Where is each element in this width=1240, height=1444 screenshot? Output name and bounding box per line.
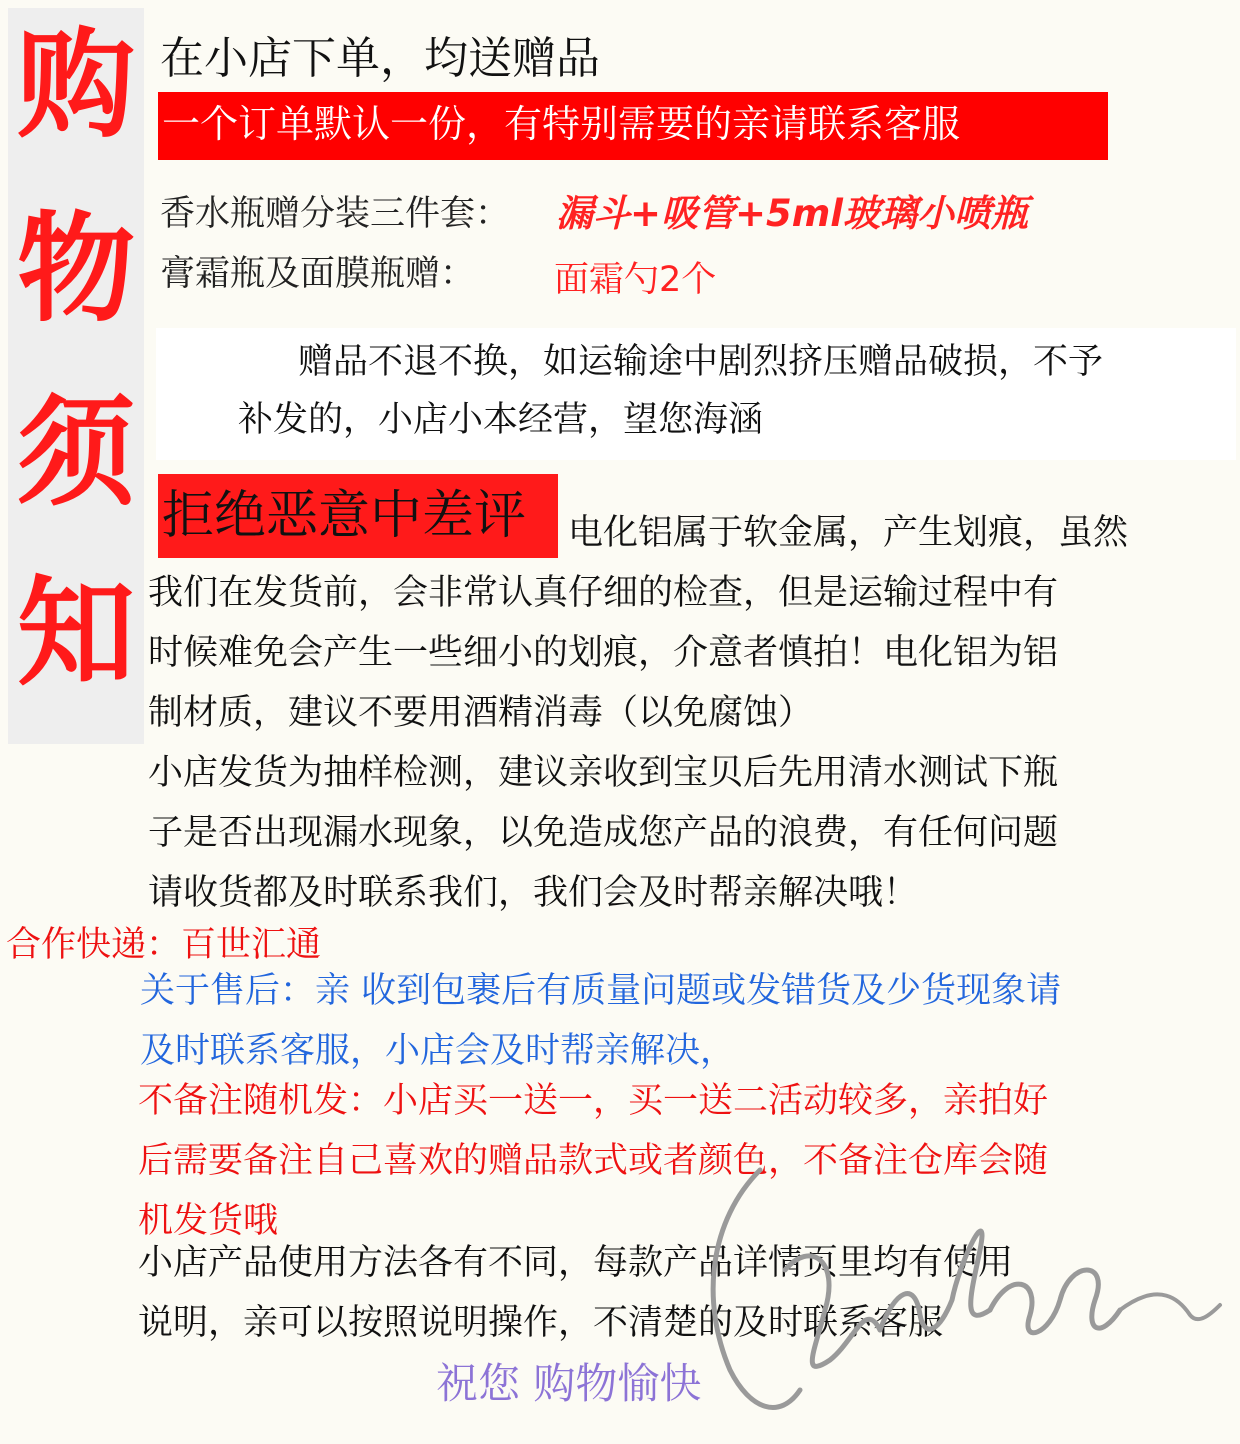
after-sales-line-1: 关于售后：亲 收到包裹后有质量问题或发错货及少货现象请: [140, 971, 1062, 1011]
side-title-char-1: 购: [16, 16, 135, 154]
perfume-gift-label: 香水瓶赠分装三件套：: [160, 194, 511, 234]
courier-info: 合作快递：百世汇通: [6, 925, 322, 965]
random-ship-line-3: 机发货哦: [138, 1201, 279, 1241]
reject-label: 拒绝恶意中差评: [162, 486, 527, 546]
aluminum-line-3: 时候难免会产生一些细小的划痕，介意者慎拍！电化铝为铝: [148, 633, 1059, 673]
gift-policy-notice: [156, 328, 1236, 460]
random-ship-line-2: 后需要备注自己喜欢的赠品款式或者颜色，不备注仓库会随: [138, 1141, 1049, 1181]
aluminum-line-2: 我们在发货前，会非常认真仔细的检查，但是运输过程中有: [148, 573, 1059, 613]
closing-greeting: 祝您 购物愉快: [436, 1359, 702, 1408]
banner-text: 一个订单默认一份，有特别需要的亲请联系客服: [162, 102, 961, 146]
cream-gift-label: 膏霜瓶及面膜瓶赠：: [160, 254, 476, 294]
perfume-gift-value: 漏斗+吸管+5ml玻璃小喷瓶: [556, 192, 1028, 235]
testing-line-1: 小店发货为抽样检测，建议亲收到宝贝后先用清水测试下瓶: [148, 753, 1059, 793]
testing-line-2: 子是否出现漏水现象，以免造成您产品的浪费，有任何问题: [148, 813, 1059, 853]
side-title-char-2: 物: [16, 200, 135, 338]
usage-line-2: 说明，亲可以按照说明操作，不清楚的及时联系客服: [138, 1303, 944, 1343]
side-title-char-3: 须: [16, 384, 135, 522]
notice-line-2: 补发的，小店小本经营，望您海涵: [238, 400, 764, 440]
aluminum-line-4: 制材质，建议不要用酒精消毒（以免腐蚀）: [148, 693, 814, 733]
notice-line-1: 赠品不退不换，如运输途中剧烈挤压赠品破损，不予: [298, 342, 1104, 382]
signature-watermark: [690, 1140, 1230, 1440]
side-title-char-4: 知: [16, 564, 135, 702]
after-sales-line-2: 及时联系客服，小店会及时帮亲解决，: [140, 1031, 736, 1071]
reject-bad-review-badge: [158, 474, 558, 558]
default-order-banner: [158, 92, 1108, 160]
usage-line-1: 小店产品使用方法各有不同，每款产品详情页里均有使用: [138, 1243, 1014, 1283]
testing-line-3: 请收货都及时联系我们，我们会及时帮亲解决哦！: [148, 873, 919, 913]
random-ship-line-1: 不备注随机发：小店买一送一，买一送二活动较多，亲拍好: [138, 1081, 1049, 1121]
cream-gift-value: 面霜勺2个: [554, 260, 717, 300]
aluminum-line-1: 电化铝属于软金属，产生划痕，虽然: [568, 513, 1129, 553]
page-title: 在小店下单，均送赠品: [160, 33, 600, 84]
side-title-panel: [8, 8, 144, 744]
